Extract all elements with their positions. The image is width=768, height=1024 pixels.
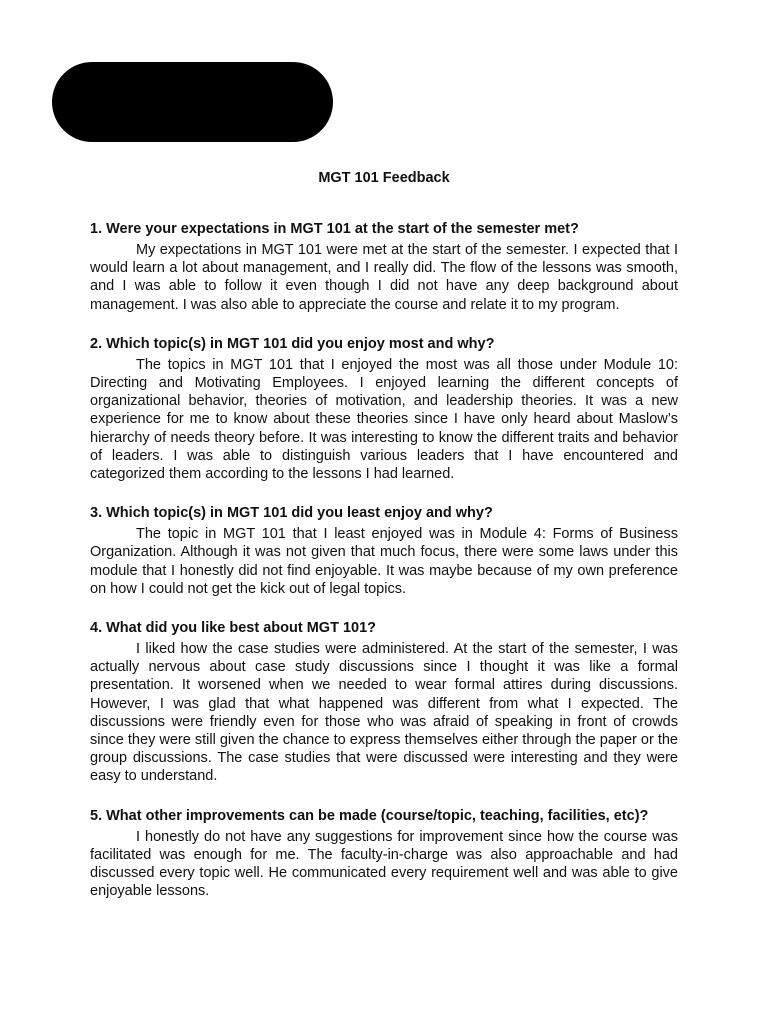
feedback-content [90, 220, 678, 921]
question-2: 2. Which topic(s) in MGT 101 did you enjoy most and why? [90, 335, 495, 352]
answer-4: I liked how the case studies were administered. At the start of the semester, I was actually nervous about case study discussions since I thought it was like a formal presentation. It worsened when we needed to wear formal attires during discussions. However, I was glad that what happened was different from what I expected. The discussions were friendly even for those who was afraid of speaking in front of crowds since they were still given the chance to express themselves either through the paper or the group discussions. The case studies that were discussed were interesting and they were easy to understand. [90, 641, 678, 785]
question-3: 3. Which topic(s) in MGT 101 did you least enjoy and why? [90, 505, 493, 522]
qa-item-2 [90, 335, 678, 483]
qa-item-5 [90, 807, 678, 901]
question-4: 4. What did you like best about MGT 101? [90, 620, 377, 637]
answer-1: My expectations in MGT 101 were met at the start of the semester. I expected that I would learn a lot about management, and I really did. The flow of the lessons was smooth, and I was able to follow it even though I did not have any deep background about management. I was also able to appreciate the course and relate it to my program. [90, 242, 678, 313]
answer-5: I honestly do not have any suggestions for improvement since how the course was facilitated was enough for me. The faculty-in-charge was also approachable and had discussed every topic well. He communicated every requirement well and was able to give enjoyable lessons. [90, 828, 678, 900]
qa-item-1 [90, 220, 678, 314]
document-title: MGT 101 Feedback [318, 170, 450, 186]
answer-3: The topic in MGT 101 that I least enjoyed was in Module 4: Forms of Business Organization. Although it was not given that much focus, there were some laws under this module that I honestly did not find enjoyable. It was maybe because of my own preference on how I could not get the kick out of legal topics. [90, 526, 678, 597]
question-1: 1. Were your expectations in MGT 101 at the start of the semester met? [90, 221, 579, 237]
redaction-mark [52, 62, 333, 142]
qa-item-4 [90, 619, 678, 786]
question-5: 5. What other improvements can be made (course/topic, teaching, facilities, etc)? [90, 807, 649, 824]
answer-2: The topics in MGT 101 that I enjoyed the most was all those under Module 10: Directing and Motivating Employees. I enjoyed learning the different concepts of organizational behavior, theories of motivation, and leadership theories. It was a new experience for me to know about these theories since I have only heard about Maslow’s hierarchy of needs theory before. It was interesting to know the different traits and behavior of leaders. I was able to distinguish various leaders that I have encountered and categorized them according to the lessons I had learned. [90, 356, 678, 483]
qa-item-3 [90, 504, 678, 598]
